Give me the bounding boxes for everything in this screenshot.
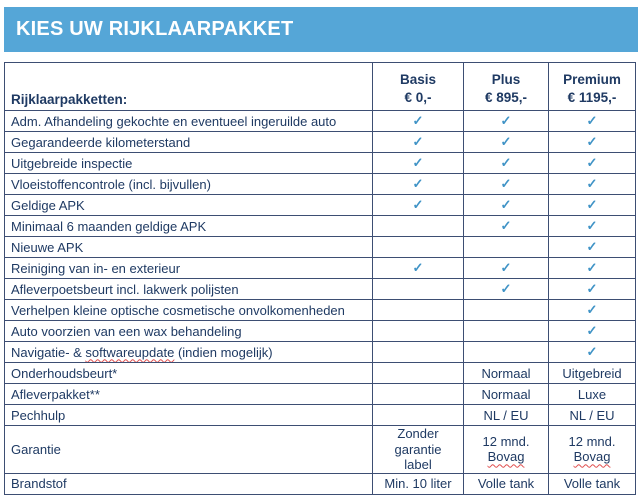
basis-cell [373, 321, 464, 342]
header-banner [4, 7, 638, 52]
feature-label [5, 342, 373, 363]
premium-cell: ✓ [549, 132, 636, 153]
premium-cell: ✓ [549, 153, 636, 174]
plus-cell: Normaal [464, 384, 549, 405]
premium-cell: ✓ [549, 321, 636, 342]
basis-cell: ✓ [373, 258, 464, 279]
feature-row [5, 174, 636, 195]
package-header-plus [464, 63, 549, 111]
basis-cell [373, 363, 464, 384]
premium-cell: ✓ [549, 195, 636, 216]
feature-label: Afleverpakket** [5, 384, 373, 405]
packages-table [4, 62, 636, 495]
basis-cell: ✓ [373, 132, 464, 153]
feature-label: Brandstof [5, 473, 373, 494]
plus-cell: ✓ [464, 132, 549, 153]
premium-cell: Volle tank [549, 473, 636, 494]
premium-cell: ✓ [549, 342, 636, 363]
feature-row [5, 153, 636, 174]
feature-label: Afleverpoetsbeurt incl. lakwerk polijsten [5, 279, 373, 300]
premium-cell: ✓ [549, 258, 636, 279]
feature-row [5, 363, 636, 384]
feature-label: Auto voorzien van een wax behandeling [5, 321, 373, 342]
basis-cell: ✓ [373, 153, 464, 174]
basis-cell: ✓ [373, 174, 464, 195]
basis-cell: Zonder garantie label [373, 426, 464, 474]
feature-label: Uitgebreide inspectie [5, 153, 373, 174]
premium-cell: ✓ [549, 300, 636, 321]
basis-cell [373, 279, 464, 300]
package-name: Plus [491, 71, 521, 87]
basis-cell [373, 342, 464, 363]
plus-cell: ✓ [464, 216, 549, 237]
premium-cell: ✓ [549, 237, 636, 258]
cell-text: 12 mnd. [568, 434, 616, 450]
plus-cell: ✓ [464, 195, 549, 216]
package-header-basis [373, 63, 464, 111]
plus-cell: ✓ [464, 111, 549, 132]
plus-cell: Normaal [464, 363, 549, 384]
premium-cell: ✓ [549, 111, 636, 132]
feature-label: Adm. Afhandeling gekochte en eventueel ingeruilde auto [5, 111, 373, 132]
label-text: Navigatie- & [11, 344, 86, 360]
misspelled-word: Bovag [573, 449, 611, 465]
label-text: (indien mogelijk) [174, 344, 273, 360]
page-title: KIES UW RIJKLAARPAKKET [16, 18, 294, 40]
feature-label: Garantie [5, 426, 373, 474]
plus-cell [464, 342, 549, 363]
premium-cell: NL / EU [549, 405, 636, 426]
table-header-row [5, 63, 636, 111]
plus-cell [464, 237, 549, 258]
plus-cell [464, 321, 549, 342]
feature-label: Verhelpen kleine optische cosmetische onvolkomenheden [5, 300, 373, 321]
package-price: € 0,- [404, 89, 432, 105]
plus-cell: ✓ [464, 153, 549, 174]
feature-row [5, 426, 636, 474]
feature-label: Minimaal 6 maanden geldige APK [5, 216, 373, 237]
basis-cell: ✓ [373, 195, 464, 216]
feature-label: Reiniging van in- en exterieur [5, 258, 373, 279]
feature-row [5, 384, 636, 405]
plus-cell: ✓ [464, 174, 549, 195]
plus-cell [464, 300, 549, 321]
feature-row [5, 195, 636, 216]
cell-text: 12 mnd. [482, 434, 530, 450]
basis-cell [373, 300, 464, 321]
feature-label: Gegarandeerde kilometerstand [5, 132, 373, 153]
premium-cell: ✓ [549, 216, 636, 237]
package-price: € 895,- [484, 89, 528, 105]
basis-cell [373, 216, 464, 237]
misspelled-word: Bovag [487, 449, 525, 465]
basis-cell [373, 384, 464, 405]
package-name: Premium [563, 71, 621, 87]
plus-cell [464, 426, 549, 474]
package-header-premium [549, 63, 636, 111]
plus-cell: ✓ [464, 258, 549, 279]
feature-label: Nieuwe APK [5, 237, 373, 258]
feature-row [5, 258, 636, 279]
plus-cell: ✓ [464, 279, 549, 300]
basis-cell: ✓ [373, 111, 464, 132]
basis-cell [373, 405, 464, 426]
feature-label: Onderhoudsbeurt* [5, 363, 373, 384]
feature-label: Vloeistoffencontrole (incl. bijvullen) [5, 174, 373, 195]
feature-row [5, 321, 636, 342]
premium-cell: ✓ [549, 279, 636, 300]
package-name: Basis [399, 71, 437, 87]
feature-row [5, 342, 636, 363]
feature-row [5, 279, 636, 300]
premium-cell: Luxe [549, 384, 636, 405]
basis-cell [373, 237, 464, 258]
feature-row [5, 111, 636, 132]
feature-row [5, 300, 636, 321]
table-corner-label: Rijklaarpakketten: [5, 63, 373, 111]
feature-row [5, 216, 636, 237]
feature-label: Geldige APK [5, 195, 373, 216]
plus-cell: Volle tank [464, 473, 549, 494]
feature-row [5, 405, 636, 426]
feature-row [5, 132, 636, 153]
package-price: € 1195,- [567, 89, 617, 105]
feature-label: Pechhulp [5, 405, 373, 426]
premium-cell [549, 426, 636, 474]
misspelled-word: softwareupdate [85, 344, 175, 360]
plus-cell: NL / EU [464, 405, 549, 426]
premium-cell: ✓ [549, 174, 636, 195]
premium-cell: Uitgebreid [549, 363, 636, 384]
basis-cell: Min. 10 liter [373, 473, 464, 494]
feature-row [5, 473, 636, 494]
feature-row [5, 237, 636, 258]
